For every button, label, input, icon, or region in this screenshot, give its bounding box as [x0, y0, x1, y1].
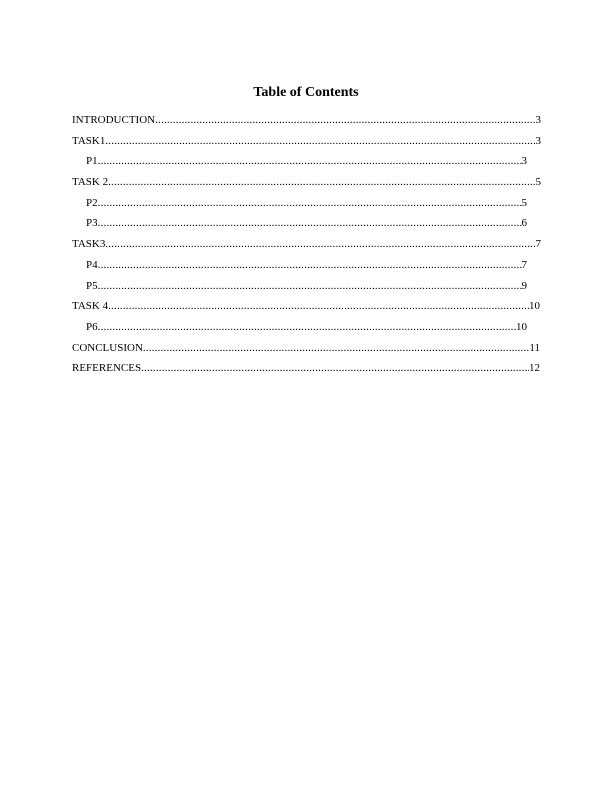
toc-list [0, 113, 612, 382]
toc-entry-p6[interactable] [0, 320, 612, 341]
toc-entry-label: CONCLUSION [72, 341, 143, 354]
toc-entry-p5[interactable] [0, 279, 612, 300]
toc-entry-page: 9 [521, 279, 527, 292]
toc-dot-leader [98, 258, 522, 273]
toc-entry-label: P3 [86, 217, 98, 230]
toc-entry-page: 10 [529, 300, 540, 313]
toc-entry-task1[interactable] [0, 134, 612, 155]
toc-entry-label: P4 [86, 258, 98, 271]
toc-entry-conclusion[interactable] [0, 341, 612, 362]
toc-entry-page: 12 [529, 362, 540, 375]
toc-entry-page: 3 [521, 155, 527, 168]
toc-entry-page: 11 [529, 341, 540, 354]
toc-dot-leader [143, 341, 530, 356]
toc-entry-page: 3 [535, 114, 541, 126]
toc-entry-label: TASK 2 [72, 176, 109, 189]
toc-dot-leader [108, 299, 529, 314]
toc-entry-label: P6 [86, 320, 98, 333]
toc-dot-leader [141, 361, 529, 376]
toc-entry-label: REFERENCES [72, 362, 142, 375]
toc-dot-leader [108, 175, 535, 190]
toc-entry-label: INTRODUCTION [72, 114, 156, 126]
toc-entry-task2[interactable] [0, 175, 612, 196]
toc-dot-leader [98, 196, 522, 211]
toc-entry-p3[interactable] [0, 216, 612, 237]
toc-entry-p1[interactable] [0, 154, 612, 175]
toc-entry-label: TASK1 [72, 134, 106, 147]
toc-dot-leader [98, 320, 516, 335]
toc-entry-label: P2 [86, 196, 98, 209]
toc-entry-page: 7 [521, 258, 527, 271]
toc-entry-page: 5 [521, 196, 527, 209]
toc-dot-leader [155, 113, 535, 128]
toc-entry-label: TASK 4 [72, 300, 109, 313]
toc-dot-leader [105, 237, 535, 252]
toc-dot-leader [98, 216, 522, 231]
toc-entry-p2[interactable] [0, 196, 612, 217]
toc-entry-page: 6 [521, 217, 527, 230]
toc-entry-task3[interactable] [0, 237, 612, 258]
toc-dot-leader [98, 279, 522, 294]
toc-entry-page: 3 [535, 134, 541, 147]
toc-entry-page: 5 [535, 176, 541, 189]
toc-dot-leader [105, 134, 535, 149]
toc-entry-references[interactable] [0, 361, 612, 382]
toc-entry-introduction[interactable] [0, 113, 612, 134]
toc-entry-label: TASK3 [72, 238, 106, 251]
toc-entry-label: P1 [86, 155, 98, 168]
toc-entry-page: 10 [516, 320, 527, 333]
toc-entry-page: 7 [535, 238, 541, 251]
toc-entry-p4[interactable] [0, 258, 612, 279]
toc-dot-leader [98, 154, 522, 169]
toc-entry-label: P5 [86, 279, 98, 292]
toc-entry-task4[interactable] [0, 299, 612, 320]
toc-title: Table of Contents [253, 85, 359, 100]
